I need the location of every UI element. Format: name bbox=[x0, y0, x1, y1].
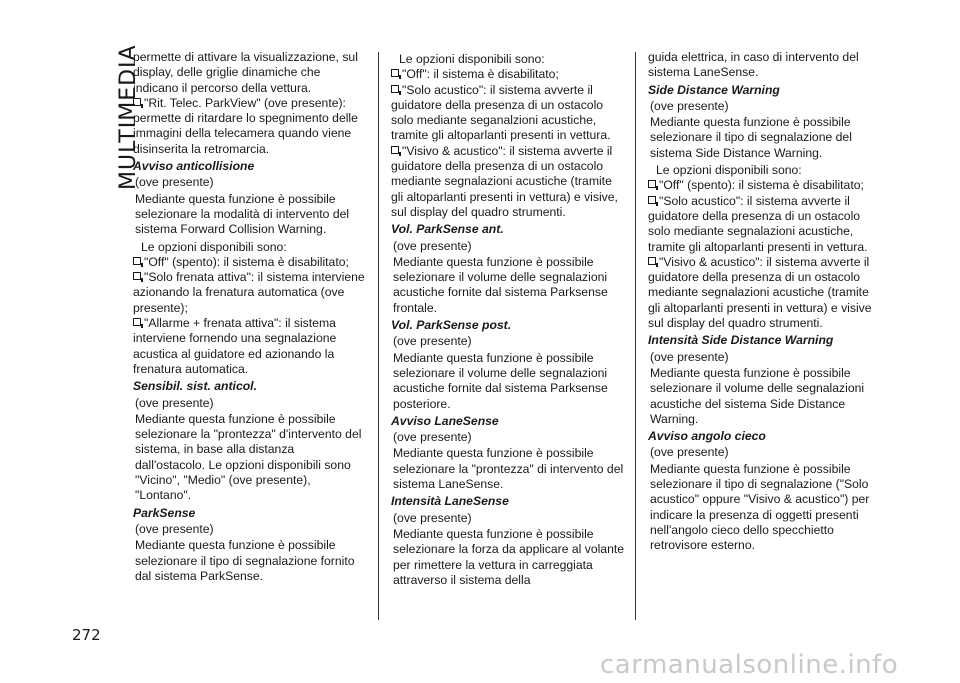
section-heading: Side Distance Warning bbox=[648, 82, 780, 97]
bullet-square-icon bbox=[133, 272, 141, 280]
section-heading: Intensità Side Distance Warning bbox=[648, 333, 834, 348]
text-column-3 bbox=[648, 50, 884, 554]
paragraph: Mediante questa funzione è possibile selezionare il volume delle segnalazioni acustiche fornite dal sistema Parksense frontale. bbox=[393, 254, 608, 315]
bullet-item bbox=[648, 194, 884, 255]
paragraph: Mediante questa funzione è possibile selezionare il tipo di segnalazione fornito dal sistema ParkSense. bbox=[135, 538, 355, 583]
paragraph: permette di attivare la visualizzazione, sul display, delle griglie dinamiche che indicano il percorso della vettura. bbox=[133, 50, 358, 95]
paragraph: (ove presente) bbox=[135, 521, 214, 536]
paragraph: Le opzioni disponibili sono: bbox=[399, 52, 545, 66]
column-divider-2 bbox=[635, 52, 636, 620]
bullet-square-icon bbox=[648, 180, 656, 188]
paragraph: (ove presente) bbox=[650, 445, 729, 460]
bullet-square-icon bbox=[391, 146, 399, 154]
bullet-text: "Solo acustico": il sistema avverte il guidatore della presenza di un ostacolo solo mediante segnalazioni acustiche, tramite gli altoparlanti presenti in vettura. bbox=[648, 193, 868, 254]
section-heading: Avviso angolo cieco bbox=[648, 429, 766, 444]
bullet-text: "Allarme + frenata attiva": il sistema interviene fornendo una segnalazione acustica al guidatore ed azionando la frenatura automatica. bbox=[133, 316, 337, 376]
bullet-item bbox=[133, 255, 365, 270]
bullet-item bbox=[391, 83, 627, 144]
text-column-2 bbox=[391, 50, 627, 588]
bullet-square-icon bbox=[133, 257, 141, 265]
section-heading: Avviso LaneSense bbox=[391, 413, 499, 428]
section-heading: Vol. ParkSense ant. bbox=[391, 222, 504, 237]
bullet-square-icon bbox=[391, 69, 399, 77]
bullet-item bbox=[133, 96, 365, 157]
paragraph: Mediante questa funzione è possibile selezionare il tipo di segnalazione del sistema Side Distance Warning. bbox=[650, 115, 852, 160]
bullet-text: "Solo frenata attiva": il sistema interviene azionando la frenatura automatica (ove presente); bbox=[133, 270, 365, 315]
bullet-square-icon bbox=[391, 85, 399, 93]
bullet-text: "Visivo & acustico": il sistema avverte il guidatore della presenza di un ostacolo mediante segnalazioni acustiche (tramite gli altoparlanti presenti in vettura) e visive, sul display del quadro strumenti. bbox=[391, 143, 618, 219]
bullet-item bbox=[648, 255, 884, 331]
paragraph: Mediante questa funzione è possibile selezionare la "prontezza" d'intervento del sistema, in base alla distanza dall'ostacolo. Le opzioni disponibili sono "Vicino", "Medio" (ove presente), "Lontano". bbox=[135, 411, 362, 503]
bullet-square-icon bbox=[133, 318, 141, 326]
bullet-text: "Rit. Telec. ParkView" (ove presente): permette di ritardare lo spegnimento delle immagini della telecamera quando viene disinserita la retromarcia. bbox=[133, 95, 358, 156]
section-heading: Vol. ParkSense post. bbox=[391, 318, 512, 333]
bullet-square-icon bbox=[648, 196, 656, 204]
bullet-item bbox=[391, 144, 627, 220]
paragraph: (ove presente) bbox=[393, 334, 472, 349]
paragraph: (ove presente) bbox=[393, 430, 472, 445]
paragraph: guida elettrica, in caso di intervento del sistema LaneSense. bbox=[648, 50, 859, 80]
paragraph: (ove presente) bbox=[135, 175, 214, 190]
paragraph: Le opzioni disponibili sono: bbox=[656, 163, 802, 178]
section-heading: ParkSense bbox=[133, 505, 196, 520]
paragraph: (ove presente) bbox=[650, 349, 729, 364]
paragraph: (ove presente) bbox=[393, 510, 472, 525]
paragraph: Mediante questa funzione è possibile selezionare il volume delle segnalazioni acustiche del sistema Side Distance Warning. bbox=[650, 365, 865, 426]
bullet-text: "Off" (spento): il sistema è disabilitato; bbox=[659, 178, 864, 193]
bullet-text: "Solo acustico": il sistema avverte il guidatore della presenza di un ostacolo solo mediante seganalzioni acustiche, tramite gli altoparlanti presenti in vettura. bbox=[391, 82, 611, 143]
paragraph: Mediante questa funzione è possibile selezionare la modalità di intervento del sistema Forward Collision Warning. bbox=[135, 191, 350, 237]
section-heading: Sensibil. sist. anticol. bbox=[133, 379, 257, 394]
bullet-text: "Off": il sistema è disabilitato; bbox=[402, 67, 559, 82]
section-heading: Intensità LaneSense bbox=[391, 494, 509, 509]
section-title-text: MULTIMEDIA bbox=[116, 44, 141, 190]
bullet-item bbox=[133, 316, 365, 377]
bullet-item bbox=[133, 270, 365, 316]
bullet-text: "Off" (spento): il sistema è disabilitato; bbox=[144, 254, 349, 269]
bullet-item bbox=[391, 67, 627, 82]
paragraph: Mediante questa funzione è possibile selezionare la "prontezza" di intervento del sistema LaneSense. bbox=[393, 446, 624, 492]
section-heading: Avviso anticollisione bbox=[133, 159, 255, 174]
text-column-1 bbox=[133, 50, 365, 584]
watermark-footer: carmanualsonline.info bbox=[600, 650, 899, 680]
paragraph: Mediante questa funzione è possibile selezionare il tipo di segnalazione ("Solo acustico" oppure "Visivo & acustico") per indicare la presenza di oggetti presenti nell'angolo cieco dello specchietto retrovisore esterno. bbox=[650, 461, 870, 553]
paragraph: (ove presente) bbox=[135, 395, 214, 410]
bullet-text: "Visivo & acustico": il sistema avverte il guidatore della presenza di un ostacolo mediante segnalazioni acustiche (tramite gli altoparlanti presenti in vettura) e visive sul display del quadro strumenti. bbox=[648, 254, 872, 331]
paragraph: (ove presente) bbox=[650, 98, 729, 113]
paragraph: Mediante questa funzione è possibile selezionare il volume delle segnalazioni acustiche fornite dal sistema Parksense posteriore. bbox=[393, 350, 608, 411]
paragraph: (ove presente) bbox=[393, 238, 472, 253]
column-divider-1 bbox=[378, 52, 379, 620]
bullet-square-icon bbox=[648, 257, 656, 265]
section-title-vertical bbox=[78, 44, 141, 190]
page-number: 272 bbox=[72, 626, 101, 644]
bullet-square-icon bbox=[133, 98, 141, 106]
paragraph: Le opzioni disponibili sono: bbox=[141, 239, 287, 254]
bullet-item bbox=[648, 178, 884, 193]
paragraph: Mediante questa funzione è possibile selezionare la forza da applicare al volante per rimettere la vettura in carreggiata attraverso il sistema della bbox=[393, 526, 625, 587]
